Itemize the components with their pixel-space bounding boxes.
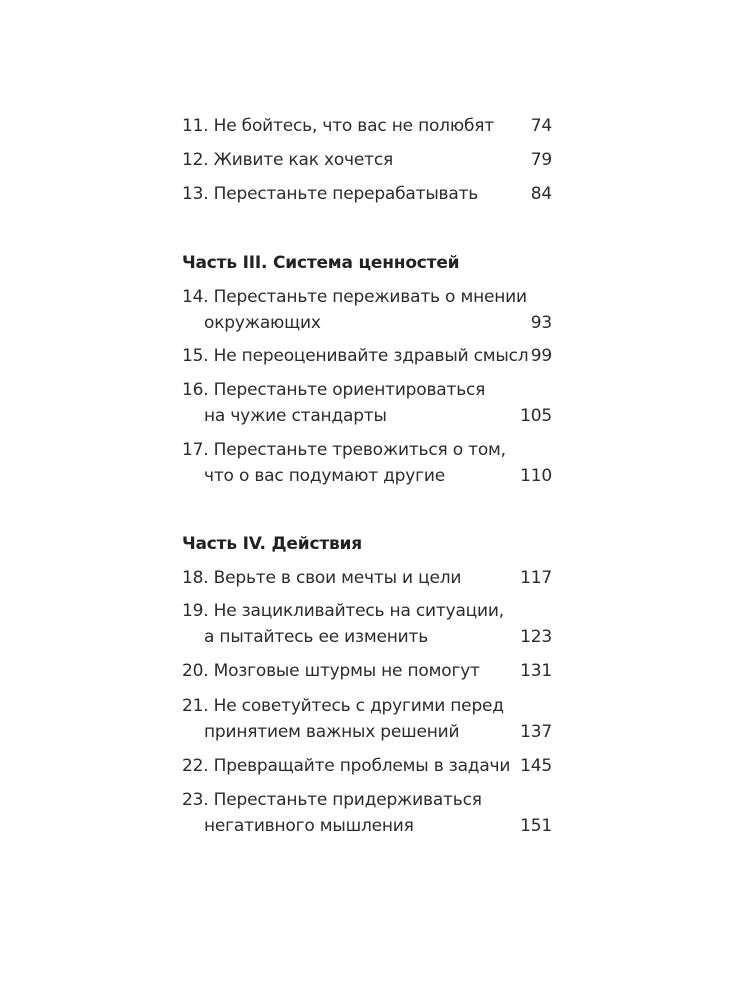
entry-title-line-2: негативного мышления	[204, 816, 414, 836]
entry-title: 13. Перестаньте перерабатывать	[182, 184, 479, 204]
entry-title-line-2: что о вас подумают другие	[204, 466, 445, 486]
entry-title: 22. Превращайте проблемы в задачи	[182, 756, 511, 776]
entry-title-line-1: 21. Не советуйтесь с другими перед	[182, 696, 504, 716]
section-heading-part-4: Часть IV. Действия	[182, 534, 362, 554]
entry-page: 99	[530, 346, 552, 366]
toc-entry-16[interactable]	[182, 377, 552, 429]
entry-page: 145	[520, 756, 552, 776]
toc-entry-23[interactable]	[182, 787, 552, 839]
entry-title-line-2: принятием важных решений	[204, 722, 460, 742]
entry-title-line-2: окружающих	[204, 313, 321, 333]
toc-entry-15[interactable]	[182, 343, 552, 369]
toc-entry-14[interactable]	[182, 284, 552, 336]
entry-title-line-1: 17. Перестаньте тревожиться о том,	[182, 440, 506, 460]
toc-entry-11[interactable]	[182, 113, 552, 139]
entry-page: 137	[520, 722, 552, 742]
toc-entry-12[interactable]	[182, 147, 552, 173]
entry-title-line-1: 23. Перестаньте придерживаться	[182, 790, 482, 810]
toc-entry-20[interactable]	[182, 658, 552, 684]
entry-title: 12. Живите как хочется	[182, 150, 394, 170]
entry-page: 105	[520, 406, 552, 426]
toc-entry-22[interactable]	[182, 753, 552, 779]
entry-title: 11. Не бойтесь, что вас не полюбят	[182, 116, 494, 136]
entry-page: 151	[520, 816, 552, 836]
section-heading-part-3: Часть III. Система ценностей	[182, 253, 460, 273]
entry-title: 20. Мозговые штурмы не помогут	[182, 661, 480, 681]
entry-page: 79	[530, 150, 552, 170]
entry-page: 110	[520, 466, 552, 486]
entry-page: 84	[530, 184, 552, 204]
toc-entry-18[interactable]	[182, 565, 552, 591]
entry-page: 131	[520, 661, 552, 681]
toc-entry-13[interactable]	[182, 181, 552, 207]
toc-entry-17[interactable]	[182, 437, 552, 489]
entry-title-line-2: а пытайтесь ее изменить	[204, 627, 429, 647]
entry-page: 74	[530, 116, 552, 136]
entry-page: 123	[520, 627, 552, 647]
entry-title-line-1: 16. Перестаньте ориентироваться	[182, 380, 486, 400]
entry-title-line-1: 14. Перестаньте переживать о мнении	[182, 287, 527, 307]
entry-title: 18. Верьте в свои мечты и цели	[182, 568, 462, 588]
entry-title-line-2: на чужие стандарты	[204, 406, 387, 426]
toc-entry-19[interactable]	[182, 598, 552, 650]
entry-title: 15. Не переоценивайте здравый смысл	[182, 346, 529, 366]
entry-page: 93	[530, 313, 552, 333]
entry-page: 117	[520, 568, 552, 588]
entry-title-line-1: 19. Не зацикливайтесь на ситуации,	[182, 601, 504, 621]
toc-entry-21[interactable]	[182, 693, 552, 745]
